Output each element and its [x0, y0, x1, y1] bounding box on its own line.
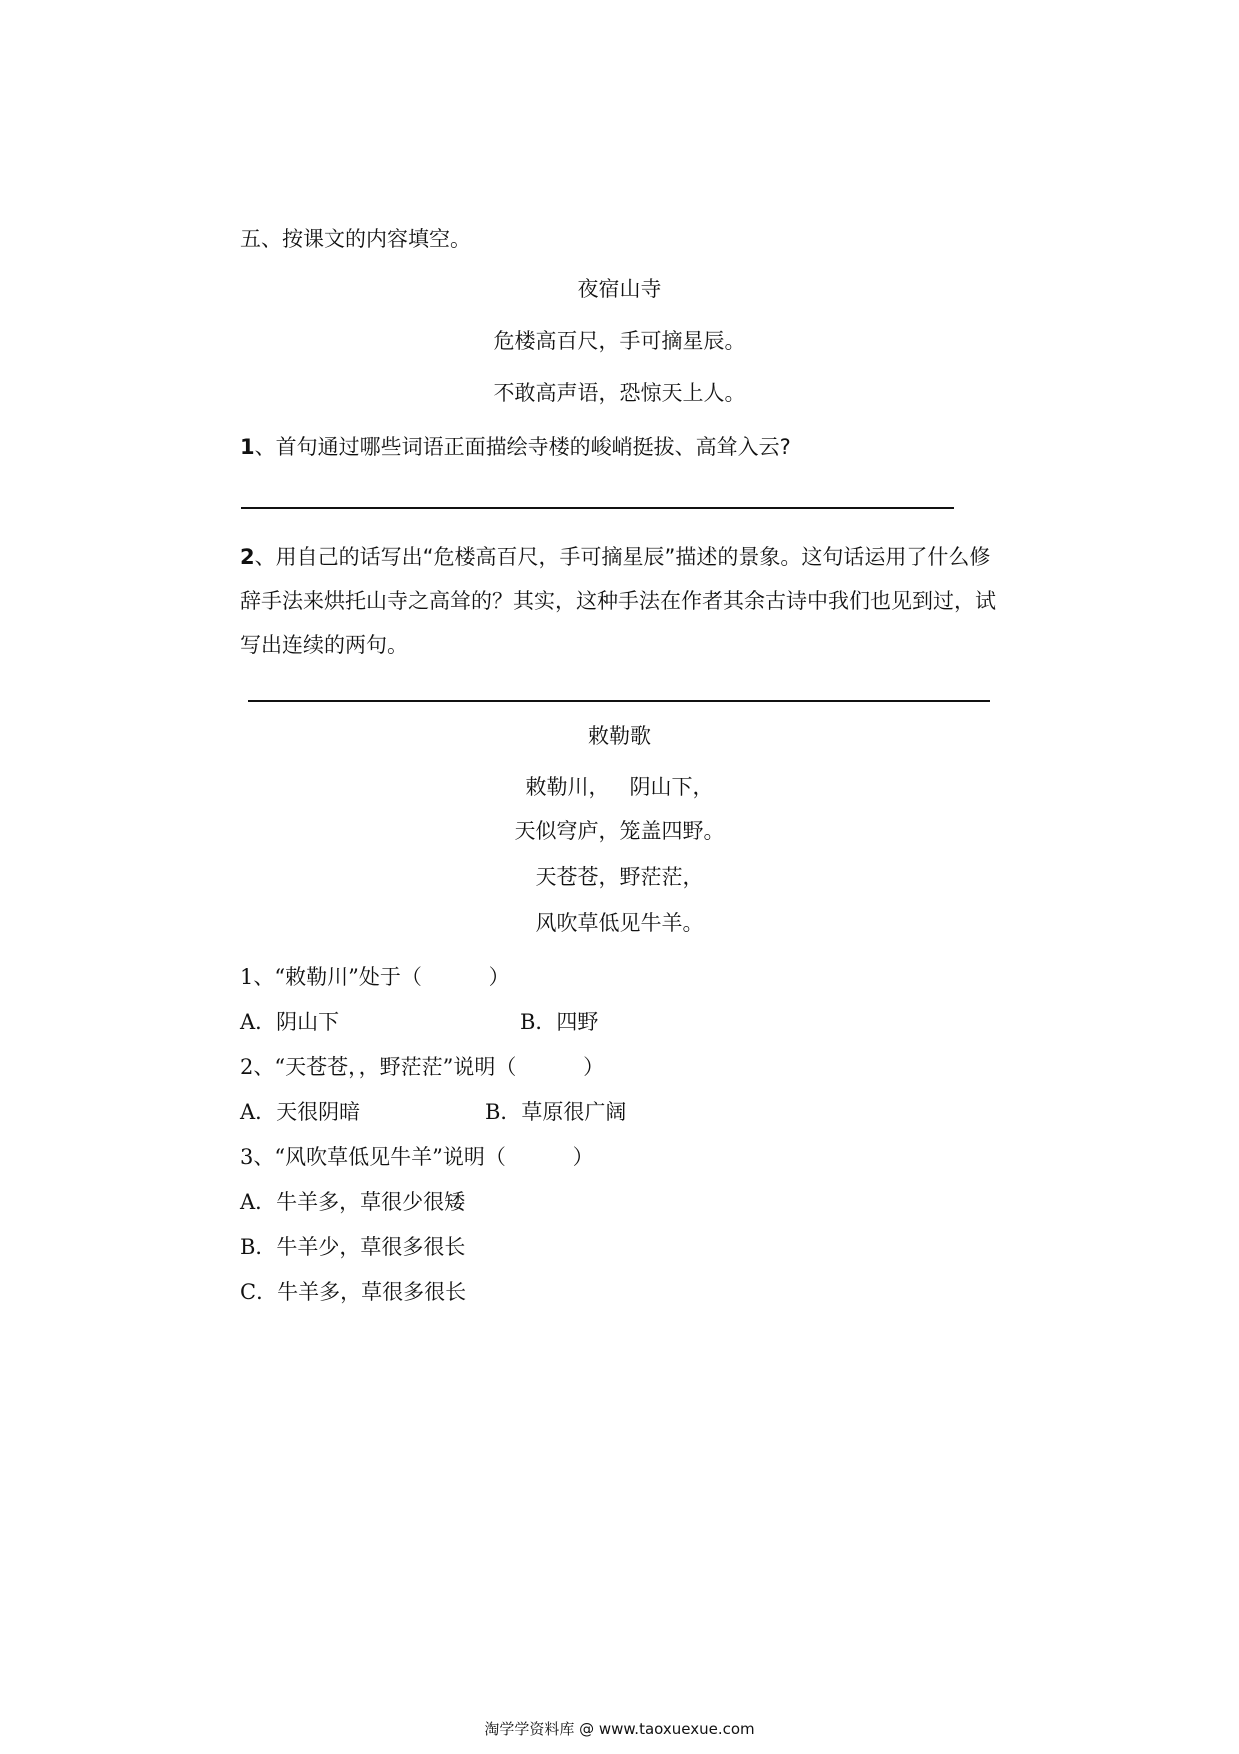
- poem2-title: 敕勒歌: [588, 724, 651, 748]
- mc-q3-option-a: A．牛羊多，草很少很矮: [240, 1190, 466, 1214]
- question-2-number: 2: [240, 545, 255, 569]
- mc-question-2: 2、“天苍苍，，野茫茫”说明（ ）: [240, 1055, 605, 1079]
- mc-q3-option-c: C．牛羊多，草很多很长: [240, 1280, 467, 1304]
- poem1-line-1: 危楼高百尺，手可摘星辰。: [493, 329, 746, 353]
- answer-line-2: [248, 700, 990, 702]
- mc-q2-option-b: B．草原很广阔: [485, 1100, 627, 1124]
- mc-q1-option-b: B．四野: [520, 1010, 599, 1034]
- mc-question-3: 3、“风吹草低见牛羊”说明（ ）: [240, 1145, 594, 1169]
- mc-question-1: 1、“敕勒川”处于（ ）: [240, 965, 510, 989]
- answer-line-1: [241, 507, 954, 509]
- poem1-line-2: 不敢高声语，恐惊天上人。: [493, 381, 746, 405]
- section-heading: 五、按课文的内容填空。: [240, 227, 471, 251]
- question-1: [240, 434, 791, 460]
- poem2-line-2: 天似穹庐，笼盖四野。: [514, 819, 725, 843]
- poem2-line-1: 敕勒川， 阴山下，: [525, 775, 714, 799]
- question-1-number: 1: [240, 435, 255, 459]
- question-2: [240, 535, 1010, 667]
- poem1-title: 夜宿山寺: [577, 277, 662, 301]
- question-1-text: 、首句通过哪些词语正面描绘寺楼的峻峭挺拔、高耸入云?: [254, 435, 791, 459]
- mc-q3-option-b: B．牛羊少，草很多很长: [240, 1235, 466, 1259]
- mc-q2-option-a: A．天很阴暗: [240, 1100, 361, 1124]
- footer-watermark: 淘学学资料库 @ www.taoxuexue.com: [484, 1720, 755, 1738]
- poem2-line-3: 天苍苍，野茫茫，: [535, 865, 704, 889]
- mc-q1-option-a: A．阴山下: [240, 1010, 340, 1034]
- question-2-text: 、用自己的话写出“危楼高百尺，手可摘星辰”描述的景象。这句话运用了什么修辞手法来烘托山寺之高耸的？其实，这种手法在作者其余古诗中我们也见到过，试写出连续的两句。: [240, 545, 996, 657]
- poem2-line-4: 风吹草低见牛羊。: [535, 911, 704, 935]
